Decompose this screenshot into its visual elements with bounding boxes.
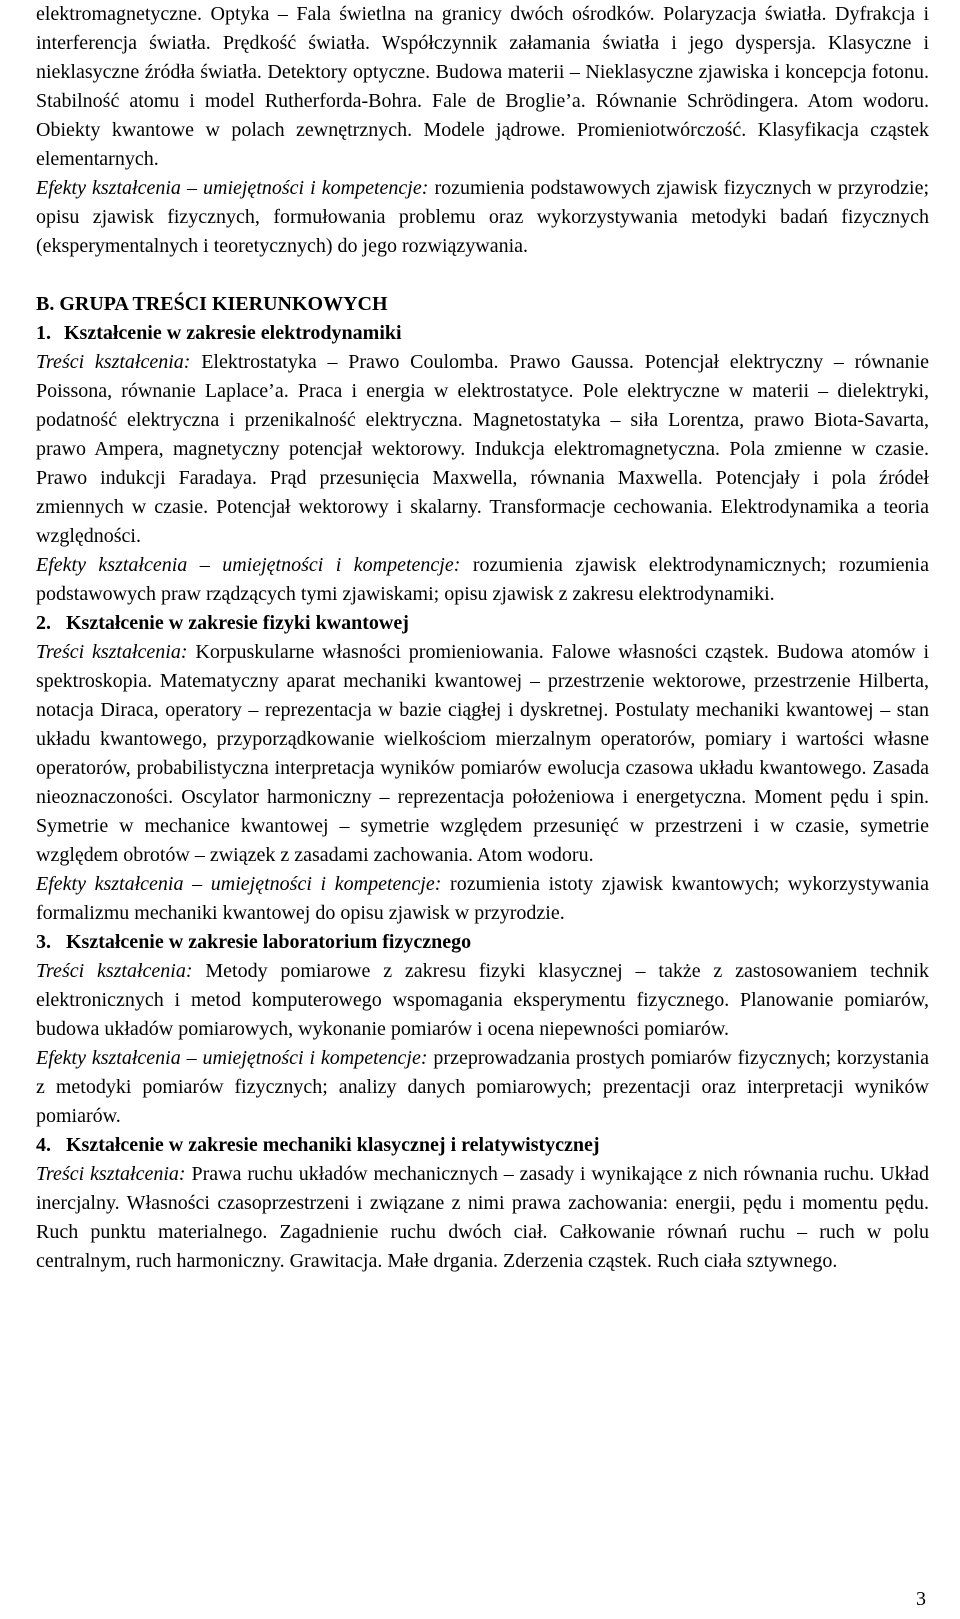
section-3-number: 3.	[36, 931, 51, 953]
section-3-content	[36, 957, 929, 1044]
section-4-content-label: Treści kształcenia:	[36, 1163, 186, 1185]
section-2-effects-text: rozumienia istoty zjawisk kwantowych; wykorzystywania formalizmu mechaniki kwantowej do opisu zjawisk w przyrodzie.	[36, 873, 929, 924]
spacer	[36, 261, 929, 290]
section-4-content-text: Prawa ruchu układów mechanicznych – zasady i wynikające z nich równania ruchu. Układ inercjalny. Własności czasoprzestrzeni i związane z nimi prawa zachowania: energii, pędu i momentu pędu. Ruch punktu materialnego. Zagadnienie ruchu dwóch ciał. Całkowanie równań ruchu – ruch w polu centralnym, ruch harmoniczny. Grawitacja. Małe drgania. Zderzenia cząstek. Ruch ciała sztywnego.	[36, 1163, 930, 1272]
section-1-heading	[36, 319, 929, 348]
section-1-content	[36, 348, 929, 551]
section-1-content-text: Elektrostatyka – Prawo Coulomba. Prawo Gaussa. Potencjał elektryczny – równanie Poissona, równanie Laplace’a. Praca i energia w elektrostatyce. Pole elektryczne w materii – dielektryki, podatność elektryczna i przenikalność elektryczna. Magnetostatyka – siła Lorentza, prawo Biota-Savarta, prawo Ampera, magnetyczny potencjał wektorowy. Indukcja elektromagnetyczna. Pola zmienne w czasie. Prawo indukcji Faradaya. Prąd przesunięcia Maxwella, równania Maxwella. Potencjały i pola źródeł zmiennych w czasie. Potencjał wektorowy i skalarny. Transformacje cechowania. Elektrodynamika a teoria względności.	[36, 351, 930, 547]
section-3-content-label: Treści kształcenia:	[36, 960, 193, 982]
section-3	[36, 928, 929, 1131]
section-3-effects	[36, 1044, 929, 1131]
section-1-content-label: Treści kształcenia:	[36, 351, 191, 373]
section-1	[36, 319, 929, 609]
intro-effects-label: Efekty kształcenia – umiejętności i kompetencje:	[36, 177, 429, 199]
intro-effects-paragraph	[36, 174, 929, 261]
section-4-title: Kształcenie w zakresie mechaniki klasycznej i relatywistycznej	[66, 1134, 600, 1156]
section-1-number: 1.	[36, 322, 51, 344]
intro-paragraph	[36, 0, 929, 174]
section-3-content-text: Metody pomiarowe z zakresu fizyki klasycznej – także z zastosowaniem technik elektronicznych i metod komputerowego wspomagania eksperymentu fizycznego. Planowanie pomiarów, budowa układów pomiarowych, wykonanie pomiarów i ocena niepewności pomiarów.	[36, 960, 930, 1040]
section-2-title: Kształcenie w zakresie fizyki kwantowej	[66, 612, 409, 634]
section-2-content-label: Treści kształcenia:	[36, 641, 188, 663]
section-1-effects-label: Efekty kształcenia – umiejętności i kompetencje:	[36, 554, 461, 576]
intro-effects-text: rozumienia podstawowych zjawisk fizycznych w przyrodzie; opisu zjawisk fizycznych, formułowania problemu oraz wykorzystywania metodyki badań fizycznych (eksperymentalnych i teoretycznych) do jego rozwiązywania.	[36, 177, 929, 257]
section-2-content	[36, 638, 929, 870]
section-1-effects-text: rozumienia zjawisk elektrodynamicznych; rozumienia podstawowych praw rządzących tymi zjawiskami; opisu zjawisk z zakresu elektrodynamiki.	[36, 554, 929, 605]
section-1-effects	[36, 551, 929, 609]
section-4	[36, 1131, 929, 1276]
section-1-title: Kształcenie w zakresie elektrodynamiki	[64, 322, 402, 344]
section-4-number: 4.	[36, 1134, 51, 1156]
section-3-effects-label: Efekty kształcenia – umiejętności i kompetencje:	[36, 1047, 428, 1069]
section-2	[36, 609, 929, 928]
section-2-effects	[36, 870, 929, 928]
section-4-content	[36, 1160, 929, 1276]
section-3-title: Kształcenie w zakresie laboratorium fizycznego	[66, 931, 472, 953]
section-4-heading	[36, 1131, 929, 1160]
section-2-content-text: Korpuskularne własności promieniowania. Falowe własności cząstek. Budowa atomów i spektroskopia. Matematyczny aparat mechaniki kwantowej – przestrzenie wektorowe, przestrzenie Hilberta, notacja Diraca, operatory – reprezentacja w bazie ciągłej i dyskretnej. Postulaty mechaniki kwantowej – stan układu kwantowego, przyporządkowanie wielkościom mierzalnym operatorów, pomiary i wartości własne operatorów, probabilistyczna interpretacja wyników pomiarów ewolucja czasowa układu kwantowego. Zasada nieoznaczoności. Oscylator harmoniczny – reprezentacja położeniowa i energetyczna. Moment pędu i spin. Symetrie w mechanice kwantowej – symetrie względem przesunięć w przestrzeni i w czasie, symetrie względem obrotów – związek z zasadami zachowania. Atom wodoru.	[36, 641, 930, 866]
section-3-effects-text: przeprowadzania prostych pomiarów fizycznych; korzystania z metodyki pomiarów fizycznych; analizy danych pomiarowych; prezentacji oraz interpretacji wyników pomiarów.	[36, 1047, 929, 1127]
section-2-heading	[36, 609, 929, 638]
section-2-number: 2.	[36, 612, 51, 634]
section-2-effects-label: Efekty kształcenia – umiejętności i kompetencje:	[36, 873, 442, 895]
section-3-heading	[36, 928, 929, 957]
intro-content: elektromagnetyczne. Optyka – Fala świetlna na granicy dwóch ośrodków. Polaryzacja światła. Dyfrakcja i interferencja światła. Prędkość światła. Współczynnik załamania światła i jego dyspersja. Klasyczne i nieklasyczne źródła światła. Detektory optyczne. Budowa materii – Nieklasyczne zjawiska i koncepcja fotonu. Stabilność atomu i model Rutherforda-Bohra. Fale de Broglie’a. Równanie Schrödingera. Atom wodoru. Obiekty kwantowe w polach zewnętrznych. Modele jądrowe. Promieniotwórczość. Klasyfikacja cząstek elementarnych.	[36, 3, 929, 170]
page-number: 3	[916, 1588, 926, 1610]
document-page	[36, 0, 929, 1276]
group-title: B. GRUPA TREŚCI KIERUNKOWYCH	[36, 293, 388, 315]
